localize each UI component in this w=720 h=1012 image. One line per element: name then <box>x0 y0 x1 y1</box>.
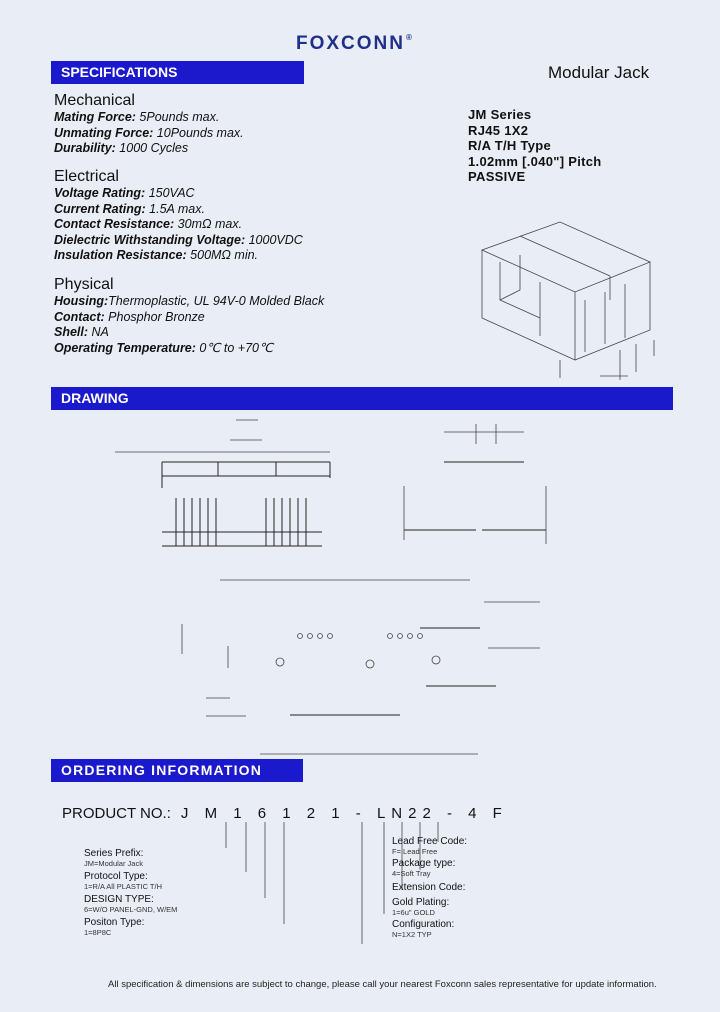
footer-disclaimer: All specification & dimensions are subject to change, please call your nearest Foxconn sales representative for update information. <box>108 979 657 990</box>
spec-value: 150VAC <box>145 186 195 200</box>
series-line: JM Series <box>468 107 532 122</box>
legend-label: DESIGN TYPE: <box>84 894 154 905</box>
spec-label: Shell: <box>54 325 89 340</box>
legend-detail: 1=6u" GOLD <box>392 908 435 917</box>
ordering-right-legend <box>392 836 467 939</box>
series-line: 1.02mm [.040"] Pitch <box>468 153 602 169</box>
legend-label: Protocol Type: <box>84 871 148 882</box>
spec-label: Unmating Force: <box>54 125 154 140</box>
physical-heading: Physical <box>54 276 114 293</box>
spec-label: Contact: <box>54 309 105 324</box>
spec-label: Mating Force: <box>54 110 136 124</box>
doc-title: Modular Jack <box>548 63 650 82</box>
front-view <box>115 420 330 546</box>
legend-label: Gold Plating: <box>392 897 450 908</box>
specifications-bar: SPECIFICATIONS <box>51 61 304 84</box>
spec-value: NA <box>88 325 109 340</box>
side-view <box>404 424 546 544</box>
legend-label: Series Prefix: <box>84 848 144 859</box>
spec-value: 0℃ to +70℃ <box>195 340 274 355</box>
spec-value: 1.5A max. <box>145 201 205 216</box>
ordering-left-legend <box>84 848 177 937</box>
spec-value: Phosphor Bronze <box>104 309 205 324</box>
brand-name: FOXCONN <box>296 33 405 54</box>
spec-label: Dielectric Withstanding Voltage: <box>54 232 246 247</box>
connector-illustration <box>482 222 654 380</box>
legend-label: Extension Code: <box>392 882 466 893</box>
spec-label: Voltage Rating: <box>54 186 146 200</box>
legend-detail: 1=R/A All PLASTIC T/H <box>84 882 163 891</box>
spec-value: 500MΩ min. <box>186 248 259 263</box>
series-line: RJ45 1X2 <box>468 122 529 138</box>
spec-value: 5Pounds max. <box>135 110 220 124</box>
spec-label: Durability: <box>54 141 116 156</box>
spec-label: Current Rating: <box>54 201 146 216</box>
legend-label: Lead Free Code: <box>392 836 468 847</box>
legend-detail: F= Lead Free <box>392 847 438 856</box>
mechanical-heading: Mechanical <box>54 92 135 109</box>
product-label: PRODUCT NO.: <box>62 805 171 822</box>
ordering-bar: ORDERING INFORMATION <box>51 759 303 782</box>
legend-detail: 1=8P8C <box>84 928 112 937</box>
spec-label: Insulation Resistance: <box>54 248 187 263</box>
drawing-bar: DRAWING <box>51 387 673 410</box>
legend-label: Configuration: <box>392 919 455 930</box>
pcb-layout-view <box>182 580 540 754</box>
legend-detail: JM=Modular Jack <box>84 859 143 868</box>
spec-value: 1000 Cycles <box>115 141 189 156</box>
registered-mark: ® <box>406 33 414 42</box>
series-line: R/A T/H Type <box>468 138 552 153</box>
legend-detail: 6=W/O PANEL-GND, W/EM <box>84 905 178 914</box>
spec-label: Contact Resistance: <box>54 217 175 232</box>
spec-value: 10Pounds max. <box>153 125 244 140</box>
spec-value: 1000VDC <box>245 232 303 247</box>
spec-label: Housing: <box>54 294 109 308</box>
legend-label: Positon Type: <box>84 917 145 928</box>
electrical-heading: Electrical <box>54 168 119 185</box>
product-number <box>62 805 508 822</box>
legend-label: Package type: <box>392 858 456 869</box>
spec-value: 30mΩ max. <box>174 217 243 232</box>
series-line: PASSIVE <box>468 169 526 184</box>
spec-value: Thermoplastic, UL 94V-0 Molded Black <box>108 294 325 308</box>
product-code: J M 1 6 1 2 1 - LN22 - 4 F <box>180 805 508 822</box>
legend-detail: 4=Soft Tray <box>392 869 431 878</box>
legend-detail: N=1X2 TYP <box>392 930 432 939</box>
spec-label: Operating Temperature: <box>54 340 196 355</box>
